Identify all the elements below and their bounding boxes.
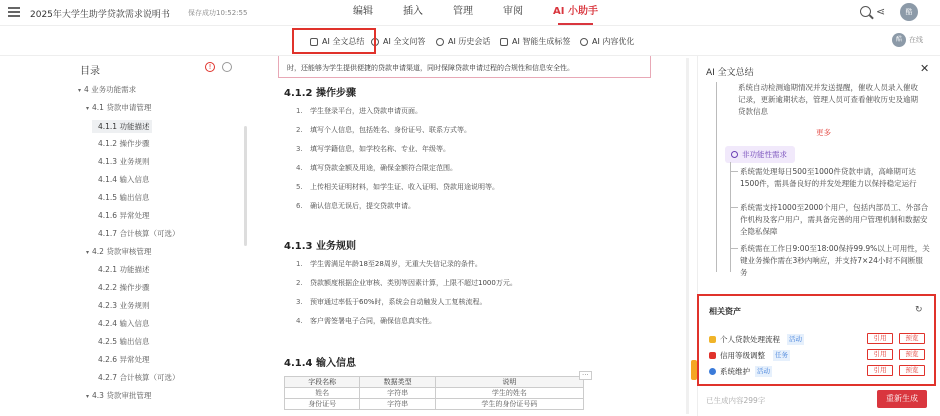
table-add-handle[interactable]: ··· [579, 371, 592, 380]
ai-toolbar [0, 26, 940, 56]
preview-button[interactable]: 预览 [899, 365, 925, 376]
list-item[interactable] [296, 259, 482, 269]
toc-item[interactable] [78, 84, 136, 95]
toc-item[interactable] [98, 300, 149, 311]
toc-item[interactable] [98, 354, 149, 365]
toc-label: 4.2 贷款审核管理 [92, 247, 152, 256]
tree-connector [716, 82, 717, 272]
warning-icon[interactable]: ! [205, 62, 215, 72]
generated-count: 已生成内容299字 [706, 396, 766, 405]
online-label: 在线 [909, 36, 923, 44]
caret-down-icon[interactable]: ▾ [86, 393, 90, 400]
asset-name[interactable]: 信用等级调整 [720, 351, 765, 360]
toc-label: 4.1 贷款申请管理 [92, 103, 152, 112]
list-number: 5. [296, 183, 303, 191]
selected-paragraph[interactable] [278, 56, 651, 78]
cite-button[interactable]: 引用 [867, 365, 893, 376]
list-item[interactable] [296, 144, 450, 154]
branch-text: 系统需支持1000至2000个用户，包括内部员工、外部合作机构及客户用户，需具备完善的用户管理机制和数据安全隐私保障 [740, 203, 929, 236]
toc-item[interactable] [86, 246, 151, 257]
asset-name[interactable]: 系统维护 [720, 367, 750, 376]
list-text: 确认信息无误后，提交贷款申请。 [310, 202, 415, 210]
table-cell[interactable]: 字符串 [360, 399, 435, 410]
toc-label: 4.1.4 输入信息 [98, 175, 150, 184]
toc-label: 4.1.3 业务规则 [98, 157, 150, 166]
menu-edit[interactable]: 编辑 [353, 6, 373, 17]
table-header: 说明 [435, 377, 583, 388]
save-status: 保存成功10:52:55 [188, 9, 248, 17]
cite-button[interactable]: 引用 [867, 349, 893, 360]
list-number: 1. [296, 107, 303, 115]
asset-row [709, 334, 929, 346]
list-number: 1. [296, 260, 303, 268]
document-editor[interactable] [248, 56, 693, 416]
more-link[interactable]: 更多 [816, 128, 831, 137]
toc-label: 4.2.7 合计核算（可选） [98, 373, 180, 382]
close-icon[interactable]: ✕ [920, 62, 930, 75]
top-bar [0, 0, 940, 26]
panel-title: AI 全文总结 [706, 68, 754, 78]
menu-ai-assistant[interactable]: AI 小助手 [538, 0, 613, 26]
tool-label: AI 历史会话 [448, 37, 491, 46]
toc-item[interactable] [98, 156, 149, 167]
list-text: 贷款额度根据企业审核、类别等因素计算，上限不超过1000万元。 [310, 279, 517, 287]
collapse-icon[interactable] [222, 62, 232, 72]
list-text: 填写个人信息，包括姓名、身份证号、联系方式等。 [310, 126, 471, 134]
tool-label: AI 内容优化 [592, 37, 635, 46]
toc-label: 4.2.3 业务规则 [98, 301, 150, 310]
list-text: 预审通过率低于60%时，系统会自动触发人工复核流程。 [310, 298, 487, 306]
table-cell[interactable]: 学生的身份证号码 [435, 399, 583, 410]
table-cell[interactable]: 姓名 [285, 388, 360, 399]
toc-label: 4.2.4 输入信息 [98, 319, 150, 328]
fire-icon [709, 352, 716, 359]
list-text: 客户需签署电子合同，确保信息真实性。 [310, 317, 436, 325]
toc-scrollbar[interactable] [244, 126, 247, 246]
related-assets [697, 294, 936, 386]
table-header: 字段名称 [285, 377, 360, 388]
toc-label: 4.1.7 合计核算（可选） [98, 229, 180, 238]
menu-icon[interactable] [8, 7, 20, 17]
list-item[interactable] [296, 106, 422, 116]
toc-item[interactable] [98, 318, 149, 329]
tool-label: AI 全文问答 [383, 37, 426, 46]
caret-down-icon[interactable]: ▾ [86, 105, 90, 112]
toc-label: 4.3 贷款审批管理 [92, 391, 152, 400]
online-avatar: 酷 [892, 33, 906, 47]
regenerate-button[interactable]: 重新生成 [877, 390, 927, 408]
tool-ai-optimize[interactable] [580, 36, 634, 47]
editor-scrollbar[interactable] [686, 58, 689, 414]
list-item[interactable] [296, 182, 499, 192]
table-cell[interactable]: 学生的姓名 [435, 388, 583, 399]
toc-item[interactable] [86, 390, 151, 401]
list-number: 2. [296, 279, 303, 287]
tag-icon [500, 38, 508, 46]
cite-button[interactable]: 引用 [867, 333, 893, 344]
toc-label: 4.1.6 异常处理 [98, 211, 150, 220]
list-text: 学生登录平台，进入贷款申请页面。 [310, 107, 422, 115]
toc-sidebar [0, 56, 248, 416]
node-label: 非功能性需求 [742, 150, 787, 159]
toc-label: 4.2.2 操作步骤 [98, 283, 150, 292]
toc-item[interactable] [98, 138, 149, 149]
refresh-icon[interactable]: ↻ [915, 305, 923, 315]
list-item[interactable] [296, 163, 457, 173]
tool-ai-tags[interactable] [500, 36, 570, 47]
globe-icon [709, 368, 716, 375]
table-cell[interactable]: 字符串 [360, 388, 435, 399]
list-number: 6. [296, 202, 303, 210]
menu-review[interactable]: 审阅 [503, 6, 523, 17]
asset-tag: 任务 [775, 351, 788, 359]
list-number: 4. [296, 164, 303, 172]
toc-item[interactable] [98, 228, 179, 239]
toc-item[interactable] [98, 174, 149, 185]
main-menu [338, 0, 613, 26]
toc-item[interactable] [92, 120, 152, 133]
toc-label: 4.2.1 功能描述 [98, 265, 150, 274]
toc-label: 4.2.5 输出信息 [98, 337, 150, 346]
asset-row [709, 366, 929, 378]
preview-button[interactable]: 预览 [899, 349, 925, 360]
list-number: 3. [296, 145, 303, 153]
branch-tick [730, 207, 738, 208]
toc-item[interactable] [98, 372, 179, 383]
toc-title: 目录 [80, 66, 100, 77]
folder-icon [709, 336, 716, 343]
toc-item[interactable] [98, 336, 149, 347]
list-text: 上传相关证明材料，如学生证、收入证明、贷款用途说明等。 [310, 183, 499, 191]
paragraph-text: 时，还能够为学生提供便捷的贷款申请渠道，同时保障贷款申请过程的合规性和信息安全性。 [287, 64, 574, 72]
toc-item[interactable] [98, 282, 149, 293]
asset-tag: 活动 [789, 335, 802, 343]
preview-button[interactable]: 预览 [899, 333, 925, 344]
list-text: 填写贷款金额及用途，确保金额符合限定范围。 [310, 164, 457, 172]
list-item[interactable] [296, 278, 517, 288]
toc-label: 4.2.6 异常处理 [98, 355, 150, 364]
list-item[interactable] [296, 297, 487, 307]
table-row [285, 399, 584, 410]
caret-down-icon[interactable]: ▾ [78, 87, 82, 94]
toc-item[interactable] [98, 264, 149, 275]
table-cell[interactable]: 身份证号 [285, 399, 360, 410]
section-heading[interactable]: 4.1.4 输入信息 [284, 358, 356, 369]
tool-label: AI 智能生成标签 [512, 37, 571, 46]
input-info-table[interactable] [284, 376, 584, 410]
branch-text: 系统需处理每日500至1000件贷款申请，高峰期可达1500件，需具备良好的并发处理能力以保持稳定运行 [740, 167, 917, 188]
toc-label: 4.1.5 输出信息 [98, 193, 150, 202]
toc-item[interactable] [86, 102, 151, 113]
asset-row [709, 350, 929, 362]
highlight-box [292, 28, 376, 54]
asset-tag: 活动 [757, 367, 770, 375]
list-number: 4. [296, 317, 303, 325]
caret-down-icon[interactable]: ▾ [86, 249, 90, 256]
toc-item[interactable] [98, 210, 149, 221]
branch-line [730, 162, 731, 272]
tool-ai-qa[interactable] [371, 36, 425, 47]
branch-tick [730, 248, 738, 249]
toc-label: 4.1.1 功能描述 [98, 122, 150, 131]
list-item[interactable] [296, 201, 415, 211]
tool-label: AI 全文总结 [322, 37, 365, 46]
clock-icon [436, 38, 444, 46]
menu-manage[interactable]: 管理 [453, 6, 473, 17]
list-item[interactable] [296, 125, 471, 135]
list-number: 3. [296, 298, 303, 306]
list-text: 学生需满足年龄18至28周岁，无重大失信记录的条件。 [310, 260, 482, 268]
online-indicator [892, 33, 923, 47]
list-text: 填写学籍信息，如学校名称、专业、年级等。 [310, 145, 450, 153]
summary-text: 系统自动检测逾期情况并发送提醒，催收人员录入催收记录，更新逾期状态，管理人员可查看催收历史及逾期贷款信息 [738, 83, 918, 116]
search-icon[interactable] [860, 6, 871, 17]
sparkle-icon [580, 38, 588, 46]
user-avatar[interactable]: 酷 [900, 3, 918, 21]
share-icon[interactable]: ⋖ [876, 5, 886, 18]
section-heading[interactable]: 4.1.3 业务规则 [284, 241, 356, 252]
node-icon [731, 151, 738, 158]
assets-title: 相关资产 [709, 307, 741, 316]
tool-ai-history[interactable] [436, 36, 490, 47]
asset-name[interactable]: 个人贷款处理流程 [720, 335, 780, 344]
list-item[interactable] [296, 316, 436, 326]
table-row [285, 388, 584, 399]
toc-label: 4.1.2 操作步骤 [98, 139, 150, 148]
branch-tick [730, 171, 738, 172]
document-title[interactable]: 2025年大学生助学贷款需求说明书 [30, 10, 170, 20]
mindmap-node[interactable] [725, 146, 795, 163]
toc-item[interactable] [98, 192, 149, 203]
table-header: 数据类型 [360, 377, 435, 388]
menu-insert[interactable]: 插入 [403, 6, 423, 17]
section-heading[interactable]: 4.1.2 操作步骤 [284, 88, 356, 99]
branch-text: 系统需在工作日9:00至18:00保持99.9%以上可用性，关键业务操作需在3秒内响应，并支持7×24小时不间断服务 [740, 244, 930, 277]
list-number: 2. [296, 126, 303, 134]
toc-label: 4 业务功能需求 [84, 85, 137, 94]
